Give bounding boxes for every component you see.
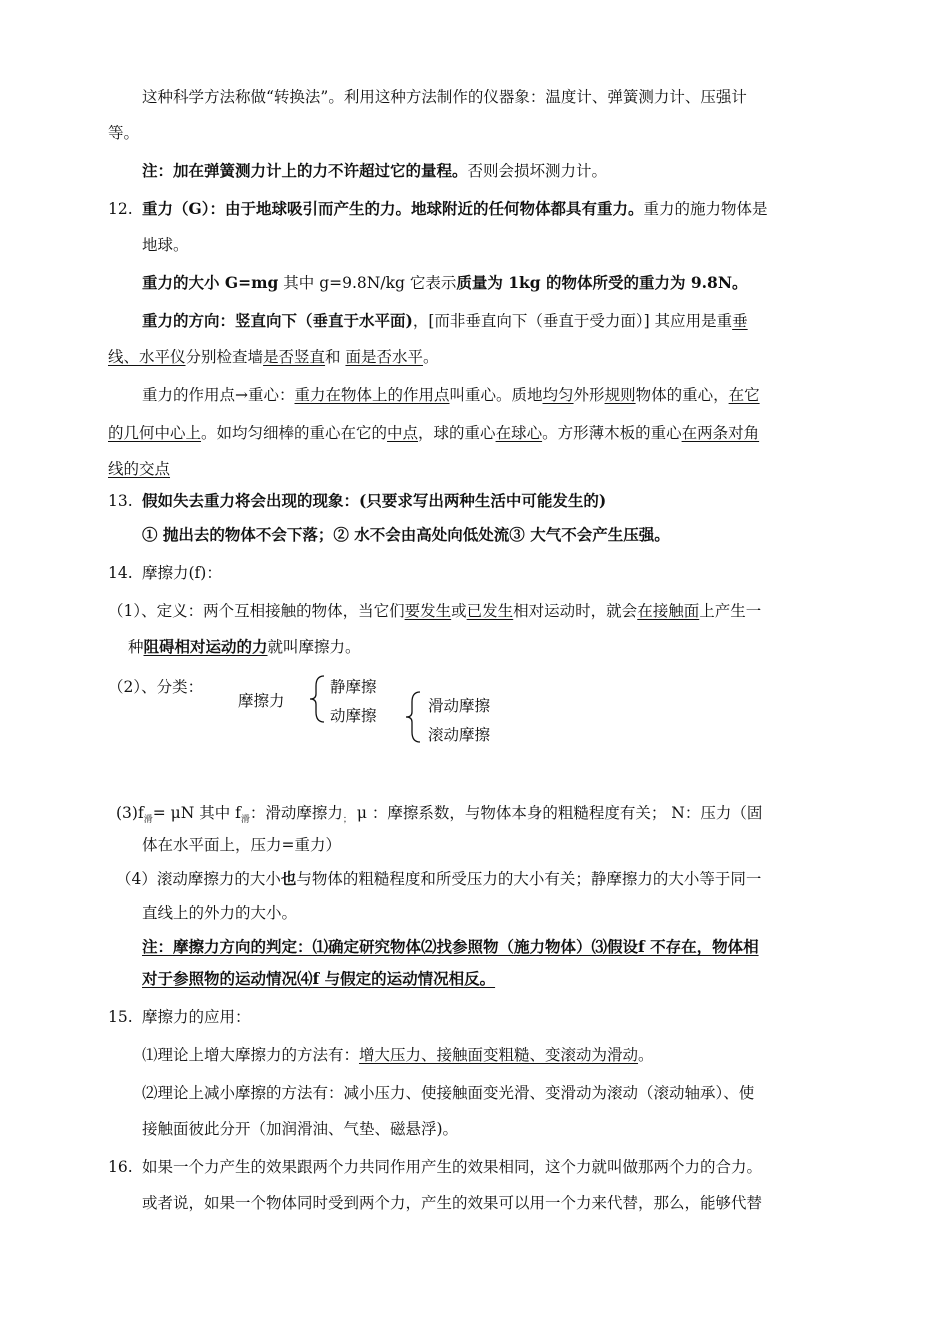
underlined-text: 已发生 — [466, 602, 514, 620]
note-line — [142, 968, 495, 990]
text: 其中 g=9.8N/kg 它表示 — [278, 274, 457, 292]
text: 外形 — [573, 386, 605, 404]
underlined-text: 在两条对角 — [681, 424, 760, 442]
item-number — [108, 1006, 133, 1028]
underlined-text: 是否竖直 — [263, 348, 326, 366]
text: 。如均匀细棒的重心在它的 — [201, 424, 388, 442]
text: 重力的作用点→重心： — [142, 386, 295, 404]
paragraph-line — [128, 636, 361, 658]
text: （2）、分类： — [108, 678, 204, 696]
paragraph-line — [108, 600, 761, 622]
bold-text: 质量为 1kg 的物体所受的重力为 9.8N。 — [456, 273, 748, 292]
text: 接触面彼此分开（加润滑油、气垫、磁悬浮)。 — [142, 1120, 459, 1138]
underlined-text: 中点 — [387, 424, 419, 442]
text: （1）、定义：两个互相接触的物体，当它们 — [108, 602, 405, 620]
subscript: 滑 — [143, 815, 153, 825]
paragraph-line — [142, 86, 747, 108]
text: 物体的重心， — [635, 386, 729, 404]
item-line — [142, 198, 768, 220]
text: 静摩擦 — [330, 678, 377, 696]
brace-icon — [402, 690, 424, 744]
paragraph-line — [108, 346, 439, 368]
item-line — [142, 1156, 762, 1178]
formula-line — [116, 802, 762, 831]
text: ：滑动摩擦力 — [249, 804, 343, 822]
item-number — [108, 198, 133, 220]
text: ⑵理论上减小摩擦的方法有：减小压力、使接触面变光滑、变滑动为滚动（滚动轴承）、使 — [142, 1084, 755, 1102]
subscript: 滑 — [240, 815, 250, 825]
text: = μN 其中 f — [152, 804, 241, 822]
tree-leaf-rolling — [428, 724, 490, 746]
tree-branch-kinetic — [330, 705, 377, 727]
paragraph-line — [116, 868, 761, 890]
paragraph-line — [142, 1192, 762, 1214]
brace-icon — [306, 674, 328, 724]
bold-text: 假如失去重力将会出现的现象：(只要求写出两种生活中可能发生的) — [142, 491, 607, 510]
paragraph-line — [108, 122, 139, 144]
bold-underlined-text: 注：摩擦力方向的判定：⑴确定研究物体⑵找参照物（施力物体）⑶假设f 不存在，物体相 — [142, 937, 759, 956]
item-line — [142, 490, 606, 512]
text: 就叫摩擦力。 — [267, 638, 361, 656]
underlined-text: 垂 — [732, 312, 748, 330]
paragraph-line — [142, 1044, 654, 1066]
text: 或 — [451, 602, 467, 620]
item-line — [142, 562, 222, 584]
bold-text: 重力（G）：由于地球吸引而产生的力。地球附近的任何物体都具有重力。 — [142, 199, 644, 218]
bold-text: ① 抛出去的物体不会下落；② 水不会由高处向低处流③ 大气不会产生压强。 — [142, 525, 670, 544]
text: 种 — [128, 638, 144, 656]
underlined-text: 在它 — [728, 386, 760, 404]
underlined-text: 面是否水平 — [345, 348, 423, 366]
text: 。方形薄木板的重心 — [542, 424, 682, 442]
text: μ ：摩擦系数，与物体本身的粗糙程度有关； N：压力（固 — [351, 804, 763, 822]
paragraph-line — [142, 272, 748, 294]
tree-leaf-sliding — [428, 695, 490, 717]
paragraph-line — [142, 310, 748, 332]
number: 15. — [108, 1008, 133, 1026]
underlined-text: 重力在物体上的作用点 — [294, 386, 450, 404]
paragraph-line — [142, 384, 760, 406]
bold-text: 也 — [280, 869, 297, 888]
tree-root — [238, 690, 285, 712]
number: 12. — [108, 200, 133, 218]
text: 摩擦力 — [238, 692, 285, 710]
text: 动摩擦 — [330, 707, 377, 725]
text: ，[而非垂直向下（垂直于受力面）] 其应用是重 — [412, 312, 733, 330]
item-number — [108, 490, 133, 512]
text: 和 — [325, 348, 346, 366]
text: 如果一个力产生的效果跟两个力共同作用产生的效果相同，这个力就叫做那两个力的合力。 — [142, 1158, 763, 1176]
text: 分别检查墙 — [185, 348, 264, 366]
text: 体在水平面上，压力=重力） — [142, 836, 341, 854]
text: 与物体的粗糙程度和所受压力的大小有关；静摩擦力的大小等于同一 — [296, 870, 762, 888]
item-number — [108, 562, 133, 584]
number: 16. — [108, 1158, 133, 1176]
bold-text: 重力的大小 G=mg — [142, 273, 279, 292]
paragraph-line — [142, 902, 297, 924]
text: (3)f — [116, 804, 144, 822]
underlined-text: 线的交点 — [108, 460, 171, 478]
underlined-text: 均匀 — [542, 386, 574, 404]
number: 13. — [108, 492, 133, 510]
item-number — [108, 1156, 133, 1178]
text: 摩擦力的应用： — [142, 1008, 251, 1026]
text: 或者说，如果一个物体同时受到两个力，产生的效果可以用一个力来代替，那么，能够代替 — [142, 1194, 763, 1212]
text: 上产生一 — [699, 602, 762, 620]
item-line — [142, 1006, 251, 1028]
bold-text: 重力的方向：竖直向下（垂直于水平面) — [142, 311, 413, 330]
text: 滚动摩擦 — [428, 726, 491, 744]
paragraph-line — [108, 676, 203, 698]
text: 。 — [423, 348, 439, 366]
paragraph-line — [142, 1082, 754, 1104]
paragraph-line — [142, 524, 670, 546]
underlined-text: 的几何中心上 — [108, 424, 202, 442]
text: 相对运动时，就会 — [513, 602, 638, 620]
underlined-text: 增大压力、接触面变粗糙、变滚动为滑动 — [359, 1046, 639, 1064]
underlined-text: 线、水平仪 — [108, 348, 186, 366]
text: 否则会损坏测力计。 — [467, 162, 608, 180]
text: 滑动摩擦 — [428, 697, 491, 715]
text: ，球的重心 — [418, 424, 496, 442]
underlined-text: 在球心 — [495, 424, 543, 442]
paragraph-line — [108, 458, 170, 480]
text: （4）滚动摩擦力的大小 — [116, 870, 281, 888]
tree-branch-static — [330, 676, 377, 698]
text: 。 — [638, 1046, 654, 1064]
text: 叫重心。质地 — [449, 386, 543, 404]
text: ⑴理论上增大摩擦力的方法有： — [142, 1046, 360, 1064]
note-line — [142, 936, 759, 958]
paragraph-line — [142, 834, 341, 856]
bold-underlined-text: 阻碍相对运动的力 — [143, 637, 268, 656]
text: 这种科学方法称做“转换法”。利用这种方法制作的仪器象：温度计、弹簧测力计、压强计 — [142, 88, 747, 106]
underlined-text: 要发生 — [404, 602, 452, 620]
bold-underlined-text: 对于参照物的运动情况⑷f 与假定的运动情况相反。 — [142, 969, 496, 988]
note-line — [142, 160, 607, 182]
paragraph-line — [142, 1118, 458, 1140]
number: 14. — [108, 564, 133, 582]
underlined-text: 在接触面 — [637, 602, 700, 620]
text: 摩擦力(f)： — [142, 564, 222, 582]
text: 地球。 — [142, 236, 189, 254]
paragraph-line — [108, 422, 759, 444]
text: 等。 — [108, 124, 140, 142]
bold-text: 注：加在弹簧测力计上的力不许超过它的量程。 — [142, 161, 468, 180]
text: 直线上的外力的大小。 — [142, 904, 298, 922]
text: 重力的施力物体是 — [643, 200, 768, 218]
paragraph-line — [142, 234, 189, 256]
subscript: ； — [342, 815, 352, 825]
underlined-text: 规则 — [604, 386, 636, 404]
